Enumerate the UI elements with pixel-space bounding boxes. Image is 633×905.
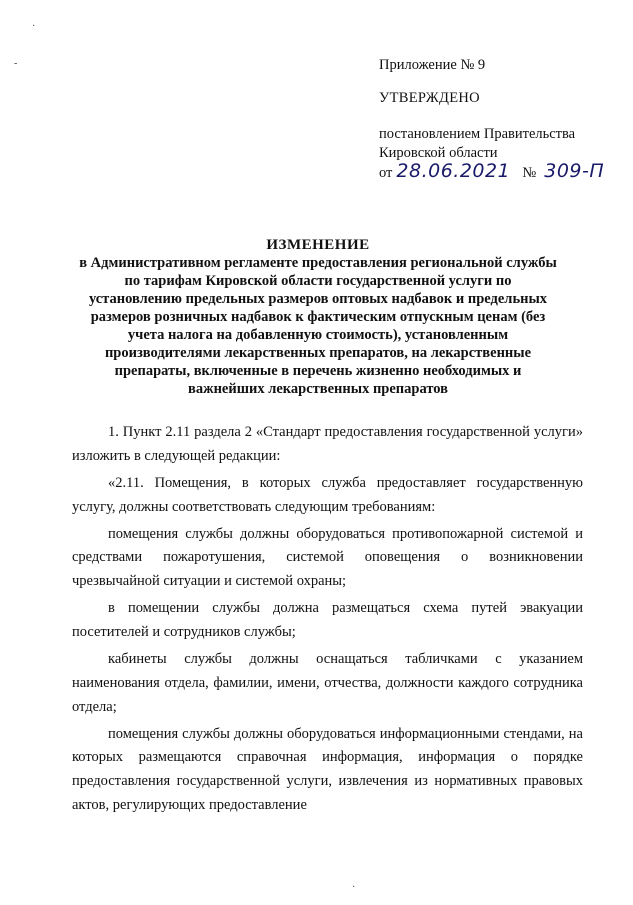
paragraph: 1. Пункт 2.11 раздела 2 «Стандарт предоставления государственной услуги» изложить в следующей редакции: [72, 424, 583, 464]
decree-date-number-row [379, 160, 604, 182]
title-text: в Административном регламенте предоставления региональной службы по тарифам Кировской области государственной услуги по установлению предельных размеров оптовых надбавок и предельных размеров розничных надбавок к фактическим отпускным ценам (без учета налога на добавленную стоимость), установленным производителями лекарственных препаратов, на лекарственные препараты, включенные в перечень жизненно необходимых и важнейших лекарственных препаратов [79, 255, 557, 397]
document-title [78, 236, 558, 398]
scan-speck: - [14, 58, 18, 69]
title-heading: ИЗМЕНЕНИЕ [266, 237, 370, 253]
scan-speck: · [32, 21, 36, 32]
date-prefix: от [379, 165, 393, 181]
decree-reference: постановлением Правительства Кировской области [379, 126, 576, 161]
paragraph: помещения службы должны оборудоваться противопожарной системой и средствами пожаротушения, системой оповещения о возникновении чрезвычайной ситуации и системой охраны; [72, 525, 583, 590]
handwritten-number: 309-П [544, 160, 605, 182]
handwritten-date: 28.06.2021 [396, 160, 511, 182]
scan-speck: · [352, 882, 356, 893]
paragraph: в помещении службы должна размещаться схема путей эвакуации посетителей и сотрудников службы; [72, 600, 583, 640]
paragraph: «2.11. Помещения, в которых служба предоставляет государственную услугу, должны соответствовать следующим требованиям: [72, 474, 583, 515]
document-body [72, 421, 583, 821]
number-label: № [522, 165, 537, 181]
approved-stamp-text: УТВЕРЖДЕНО [379, 90, 480, 106]
paragraph: кабинеты службы должны оснащаться табличками с указанием наименования отдела, фамилии, имени, отчества, должности каждого сотрудника отдела; [72, 650, 583, 715]
appendix-label: Приложение № 9 [379, 57, 486, 73]
paragraph: помещения службы должны оборудоваться информационными стендами, на которых размещаются справочная информация, информация о порядке предоставления государственной услуги, извлечения из нормативных правовых актов, регулирующих предоставление [72, 725, 583, 813]
